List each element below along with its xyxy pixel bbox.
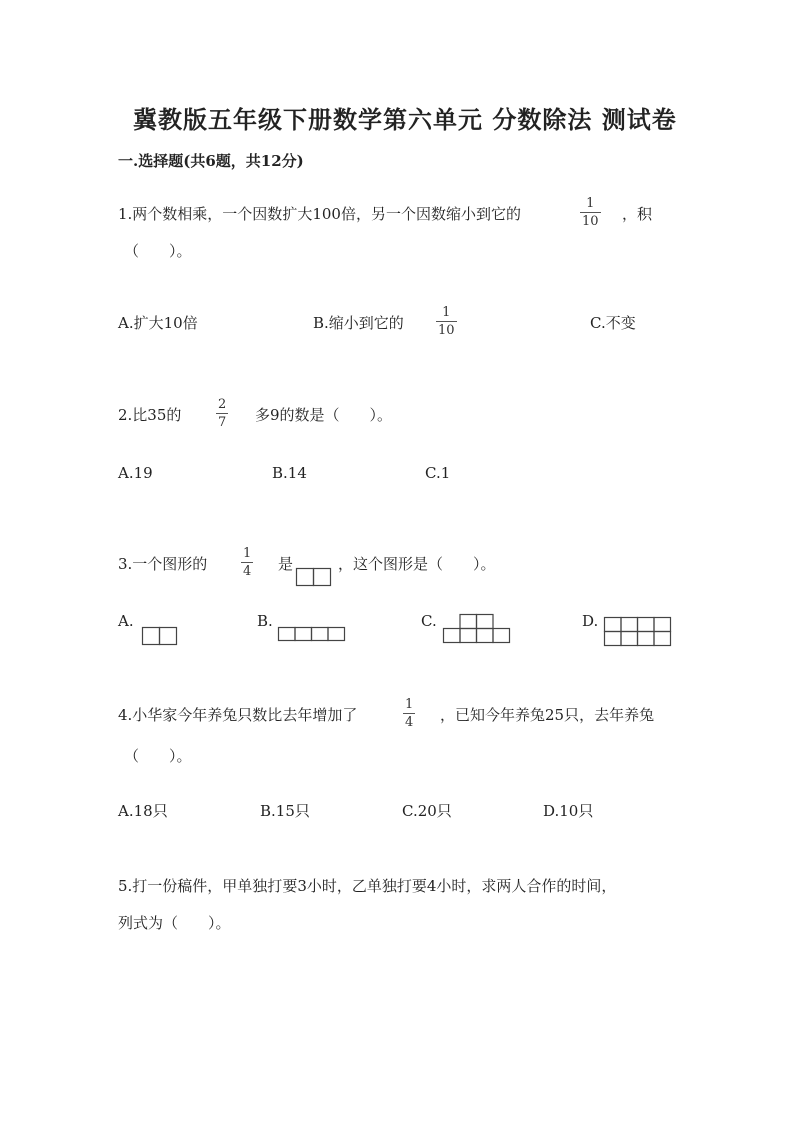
q3-option-d-label[interactable]: D. — [582, 612, 599, 630]
grid-cell — [328, 628, 345, 641]
grid-cell — [621, 632, 638, 646]
q3-fraction — [241, 547, 253, 578]
q5-stem-line2: 列式为（ ）。 — [118, 914, 231, 932]
q3-fraction-denominator: 4 — [243, 564, 252, 579]
grid-cell — [297, 569, 314, 586]
q4-stem-line2: （ ）。 — [124, 747, 192, 765]
q3-option-a-label[interactable]: A. — [118, 612, 134, 630]
q3-option-a-figure[interactable] — [142, 627, 178, 646]
q1-stem-line1: 1.两个数相乘，一个因数扩大100倍，另一个因数缩小到它的 — [118, 205, 521, 223]
q1-option-a[interactable]: A.扩大10倍 — [118, 314, 198, 332]
grid-cell — [444, 629, 461, 643]
grid-cell — [460, 629, 477, 643]
q1-option-b-fraction — [436, 306, 457, 337]
q4-option-c[interactable]: C.20只 — [402, 802, 452, 820]
q4-stem-line1: 4.小华家今年养兔只数比去年增加了 — [118, 706, 358, 724]
grid-cell — [654, 618, 671, 632]
q2-fraction — [216, 398, 228, 429]
q4-option-a[interactable]: A.18只 — [118, 802, 168, 820]
q3-option-c-figure[interactable] — [443, 614, 511, 644]
q4-fraction — [403, 698, 415, 729]
q4-fraction-denominator: 4 — [405, 715, 414, 730]
grid-cell — [314, 569, 331, 586]
q4-option-b[interactable]: B.15只 — [260, 802, 310, 820]
q2-fraction-denominator: 7 — [218, 415, 227, 430]
q1-option-b-numerator: 1 — [442, 305, 451, 320]
grid-cell — [312, 628, 329, 641]
grid-cell — [143, 628, 160, 645]
q4-fraction-numerator: 1 — [405, 697, 414, 712]
q3-stem-mid: 是 — [278, 555, 294, 573]
grid-cell — [295, 628, 312, 641]
page-title: 冀教版五年级下册数学第六单元 分数除法 测试卷 — [133, 105, 677, 134]
q1-option-c[interactable]: C.不变 — [590, 314, 636, 332]
q1-fraction-numerator: 1 — [586, 196, 595, 211]
q3-stem-post: ，这个图形是（ ）。 — [338, 555, 496, 573]
q2-fraction-numerator: 2 — [218, 397, 227, 412]
grid-cell — [638, 632, 655, 646]
grid-cell — [605, 632, 622, 646]
q2-stem-pre: 2.比35的 — [118, 406, 182, 424]
grid-cell — [279, 628, 296, 641]
q1-fraction — [580, 197, 601, 228]
q3-option-d-figure[interactable] — [604, 617, 672, 647]
q3-stem-figure — [296, 568, 332, 587]
q2-option-b[interactable]: B.14 — [272, 464, 307, 482]
grid-cell — [477, 615, 494, 629]
q1-stem-tail: ，积 — [622, 205, 653, 223]
grid-cell — [654, 632, 671, 646]
grid-cell — [460, 615, 477, 629]
q4-stem-tail: ，已知今年养兔25只，去年养兔 — [440, 706, 655, 724]
q3-option-b-label[interactable]: B. — [257, 612, 273, 630]
q1-option-b-denominator: 10 — [438, 323, 455, 338]
q2-stem-post: 多9的数是（ ）。 — [255, 406, 393, 424]
q5-stem-line1: 5.打一份稿件，甲单独打要3小时，乙单独打要4小时，求两人合作的时间， — [118, 877, 617, 895]
q3-stem-pre: 3.一个图形的 — [118, 555, 208, 573]
grid-cell — [160, 628, 177, 645]
grid-cell — [493, 629, 510, 643]
q3-fraction-numerator: 1 — [243, 546, 252, 561]
q1-option-b[interactable]: B.缩小到它的 — [313, 314, 404, 332]
grid-cell — [621, 618, 638, 632]
q2-option-a[interactable]: A.19 — [118, 464, 153, 482]
q3-option-b-figure[interactable] — [278, 627, 346, 642]
grid-cell — [605, 618, 622, 632]
q1-stem-line2: （ ）。 — [124, 242, 192, 260]
section-header: 一.选择题(共6题，共12分) — [118, 152, 304, 170]
grid-cell — [638, 618, 655, 632]
q4-option-d[interactable]: D.10只 — [543, 802, 594, 820]
q2-option-c[interactable]: C.1 — [425, 464, 451, 482]
q3-option-c-label[interactable]: C. — [421, 612, 437, 630]
grid-cell — [477, 629, 494, 643]
q1-fraction-denominator: 10 — [582, 214, 599, 229]
